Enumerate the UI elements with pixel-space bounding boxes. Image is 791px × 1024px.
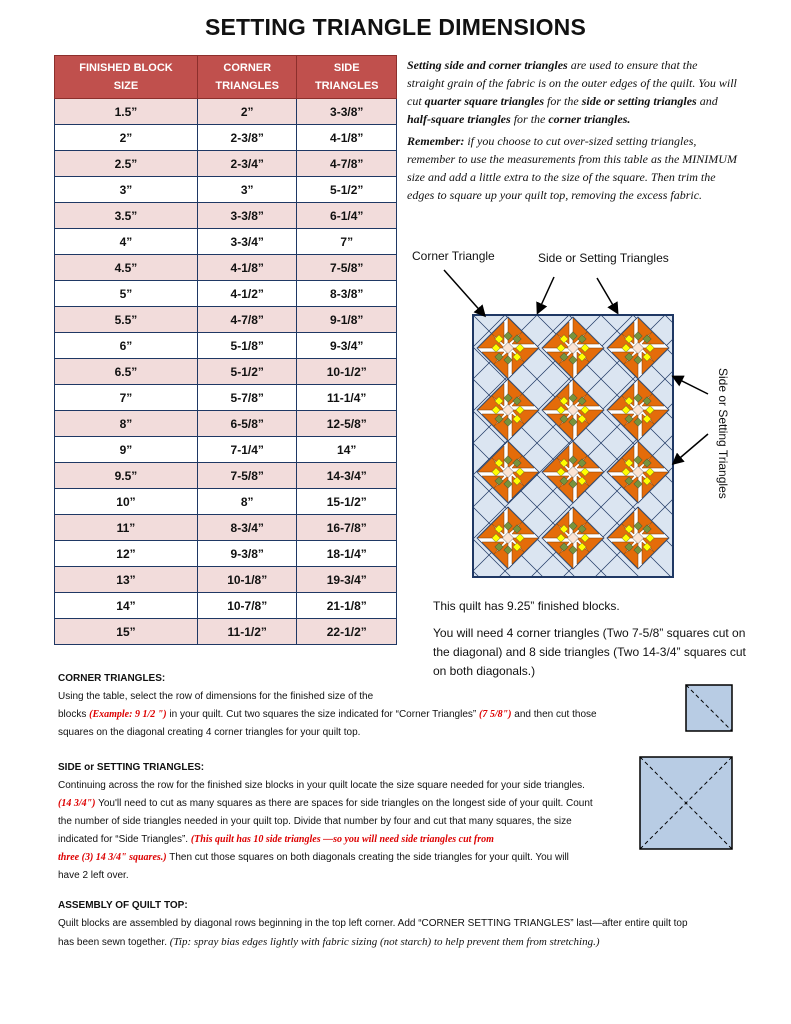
table-row bbox=[55, 593, 397, 619]
assembly-text: Quilt blocks are assembled by diagonal rows beginning in the top left corner. Add “CORNER SETTING TRIANGLES” last—after entire quilt top has been sewn together. (Tip: spray bias edges lightly with fabric sizing (not starch) to help prevent them from stretching.) bbox=[58, 918, 688, 948]
table-row bbox=[55, 619, 397, 645]
cell-corner-triangle: 4-1/2” bbox=[197, 281, 297, 307]
intro-text bbox=[407, 56, 737, 208]
side-triangles-text: Continuing across the row for the finished size blocks in your quilt locate the size square needed for your side triangles. (14 3/4") You'll need to cut as many squares as there are spaces for side triangles on the longest side of your quilt. Count the number of side triangles needed in your quilt top. Divide that number by four and cut that many squares, the size indicated for “Side Triangles”. (This quilt has 10 side triangles —so you will need side triangles cut from three (3) 14 3/4" squares.) Then cut those squares on both diagonals creating the side triangles for your quilt. You will have 2 left over. bbox=[58, 780, 593, 881]
cell-corner-triangle: 5-1/8” bbox=[197, 333, 297, 359]
corner-triangles-text: Using the table, select the row of dimensions for the finished size of the blocks (Example: 9 1/2 ") in your quilt. Cut two squares the size indicated for “Corner Triangles” (7 5/8") and then cut those squares on the diagonal creating 4 corner triangles for your quilt top. bbox=[58, 691, 597, 738]
cell-finished-size: 3” bbox=[55, 177, 198, 203]
table-row bbox=[55, 281, 397, 307]
cell-finished-size: 6” bbox=[55, 333, 198, 359]
cell-side-triangle: 3-3/8” bbox=[297, 99, 397, 125]
quilt-note-block-size: This quilt has 9.25” finished blocks. bbox=[433, 599, 620, 613]
cell-finished-size: 11” bbox=[55, 515, 198, 541]
dimensions-table bbox=[54, 55, 397, 645]
cell-side-triangle: 21-1/8” bbox=[297, 593, 397, 619]
table-row bbox=[55, 463, 397, 489]
side-arrow-right-1 bbox=[674, 377, 708, 394]
cell-side-triangle: 12-5/8” bbox=[297, 411, 397, 437]
grid-line bbox=[400, 315, 441, 583]
quarter-square-diagram bbox=[639, 756, 733, 850]
cell-side-triangle: 9-3/4” bbox=[297, 333, 397, 359]
cell-corner-triangle: 8-3/4” bbox=[197, 515, 297, 541]
grid-line bbox=[400, 315, 473, 583]
table-row bbox=[55, 385, 397, 411]
table-row bbox=[55, 359, 397, 385]
table-row bbox=[55, 151, 397, 177]
cell-corner-triangle: 2” bbox=[197, 99, 297, 125]
cell-finished-size: 13” bbox=[55, 567, 198, 593]
grid-line bbox=[697, 315, 720, 583]
table-row bbox=[55, 411, 397, 437]
table-row bbox=[55, 229, 397, 255]
cell-corner-triangle: 5-1/2” bbox=[197, 359, 297, 385]
side-triangles-heading: SIDE or SETTING TRIANGLES: bbox=[58, 762, 205, 773]
header-corner-triangles: CORNER TRIANGLES bbox=[197, 56, 297, 99]
cell-finished-size: 7” bbox=[55, 385, 198, 411]
cell-finished-size: 4.5” bbox=[55, 255, 198, 281]
grid-line bbox=[400, 315, 409, 583]
remember-paragraph: Remember: if you choose to cut over-sized setting triangles, remember to use the measurements from this table as the MINIMUM size and add a little extra to the size of the square. Then trim the edges to square up your quilt top, removing the excess fabric. bbox=[407, 134, 737, 202]
cell-side-triangle: 10-1/2” bbox=[297, 359, 397, 385]
cell-side-triangle: 11-1/4” bbox=[297, 385, 397, 411]
table-row bbox=[55, 307, 397, 333]
cell-corner-triangle: 7-5/8” bbox=[197, 463, 297, 489]
side-triangles-label-right: Side or Setting Triangles bbox=[716, 368, 730, 499]
cell-corner-triangle: 11-1/2” bbox=[197, 619, 297, 645]
cell-finished-size: 2” bbox=[55, 125, 198, 151]
cell-side-triangle: 15-1/2” bbox=[297, 489, 397, 515]
table-row bbox=[55, 489, 397, 515]
cell-finished-size: 15” bbox=[55, 619, 198, 645]
cell-corner-triangle: 4-7/8” bbox=[197, 307, 297, 333]
cell-finished-size: 5” bbox=[55, 281, 198, 307]
cell-finished-size: 9.5” bbox=[55, 463, 198, 489]
cell-side-triangle: 22-1/2” bbox=[297, 619, 397, 645]
table-row bbox=[55, 515, 397, 541]
cell-side-triangle: 8-3/8” bbox=[297, 281, 397, 307]
cell-corner-triangle: 6-5/8” bbox=[197, 411, 297, 437]
cell-finished-size: 1.5” bbox=[55, 99, 198, 125]
table-row bbox=[55, 255, 397, 281]
cell-corner-triangle: 7-1/4” bbox=[197, 437, 297, 463]
cell-corner-triangle: 2-3/4” bbox=[197, 151, 297, 177]
cell-side-triangle: 6-1/4” bbox=[297, 203, 397, 229]
page-title: SETTING TRIANGLE DIMENSIONS bbox=[204, 14, 587, 40]
table-row bbox=[55, 203, 397, 229]
table-header-row bbox=[55, 56, 397, 99]
cell-corner-triangle: 3” bbox=[197, 177, 297, 203]
cell-side-triangle: 4-7/8” bbox=[297, 151, 397, 177]
cell-corner-triangle: 9-3/8” bbox=[197, 541, 297, 567]
header-finished-block-size: FINISHED BLOCK SIZE bbox=[55, 56, 198, 99]
table-row bbox=[55, 541, 397, 567]
side-arrow-top-1 bbox=[538, 277, 554, 312]
cell-corner-triangle: 3-3/8” bbox=[197, 203, 297, 229]
corner-triangles-heading: CORNER TRIANGLES: bbox=[58, 673, 166, 684]
cell-corner-triangle: 4-1/8” bbox=[197, 255, 297, 281]
table-row bbox=[55, 437, 397, 463]
cell-finished-size: 5.5” bbox=[55, 307, 198, 333]
cell-finished-size: 6.5” bbox=[55, 359, 198, 385]
cell-finished-size: 4” bbox=[55, 229, 198, 255]
cell-finished-size: 14” bbox=[55, 593, 198, 619]
cell-side-triangle: 19-3/4” bbox=[297, 567, 397, 593]
cell-corner-triangle: 3-3/4” bbox=[197, 229, 297, 255]
quilt-note-triangles-needed: You will need 4 corner triangles (Two 7-5/8” squares cut on the diagonal) and 8 side triangles (Two 14-3/4” squares cut on both diagonals.) bbox=[433, 626, 746, 678]
cell-side-triangle: 5-1/2” bbox=[297, 177, 397, 203]
quilt-diagram bbox=[400, 268, 720, 583]
cell-finished-size: 8” bbox=[55, 411, 198, 437]
cell-finished-size: 12” bbox=[55, 541, 198, 567]
cell-corner-triangle: 5-7/8” bbox=[197, 385, 297, 411]
assembly-heading: ASSEMBLY OF QUILT TOP: bbox=[58, 900, 188, 911]
corner-triangle-label: Corner Triangle bbox=[412, 249, 495, 263]
cell-side-triangle: 18-1/4” bbox=[297, 541, 397, 567]
cell-side-triangle: 4-1/8” bbox=[297, 125, 397, 151]
cell-corner-triangle: 8” bbox=[197, 489, 297, 515]
table-row bbox=[55, 567, 397, 593]
cell-side-triangle: 9-1/8” bbox=[297, 307, 397, 333]
cell-corner-triangle: 2-3/8” bbox=[197, 125, 297, 151]
table-row bbox=[55, 177, 397, 203]
cell-finished-size: 9” bbox=[55, 437, 198, 463]
cell-finished-size: 2.5” bbox=[55, 151, 198, 177]
corner-arrow bbox=[444, 270, 484, 315]
cell-side-triangle: 7” bbox=[297, 229, 397, 255]
cell-side-triangle: 14” bbox=[297, 437, 397, 463]
cell-corner-triangle: 10-1/8” bbox=[197, 567, 297, 593]
table-row bbox=[55, 333, 397, 359]
header-side-triangles: SIDE TRIANGLES bbox=[297, 56, 397, 99]
cell-finished-size: 3.5” bbox=[55, 203, 198, 229]
cell-side-triangle: 16-7/8” bbox=[297, 515, 397, 541]
cell-finished-size: 10” bbox=[55, 489, 198, 515]
side-arrow-top-2 bbox=[597, 278, 617, 312]
table-row bbox=[55, 99, 397, 125]
table-row bbox=[55, 125, 397, 151]
quilt-blocks bbox=[477, 317, 669, 569]
cell-side-triangle: 14-3/4” bbox=[297, 463, 397, 489]
side-arrow-right-2 bbox=[674, 434, 708, 463]
side-triangles-label-top: Side or Setting Triangles bbox=[538, 251, 669, 265]
cell-side-triangle: 7-5/8” bbox=[297, 255, 397, 281]
cell-corner-triangle: 10-7/8” bbox=[197, 593, 297, 619]
intro-paragraph: Setting side and corner triangles are used to ensure that the straight grain of the fabric is on the outer edges of the quilt. You will cut quarter square triangles for the side or setting triangles and half-square triangles for the corner triangles. bbox=[407, 58, 737, 126]
